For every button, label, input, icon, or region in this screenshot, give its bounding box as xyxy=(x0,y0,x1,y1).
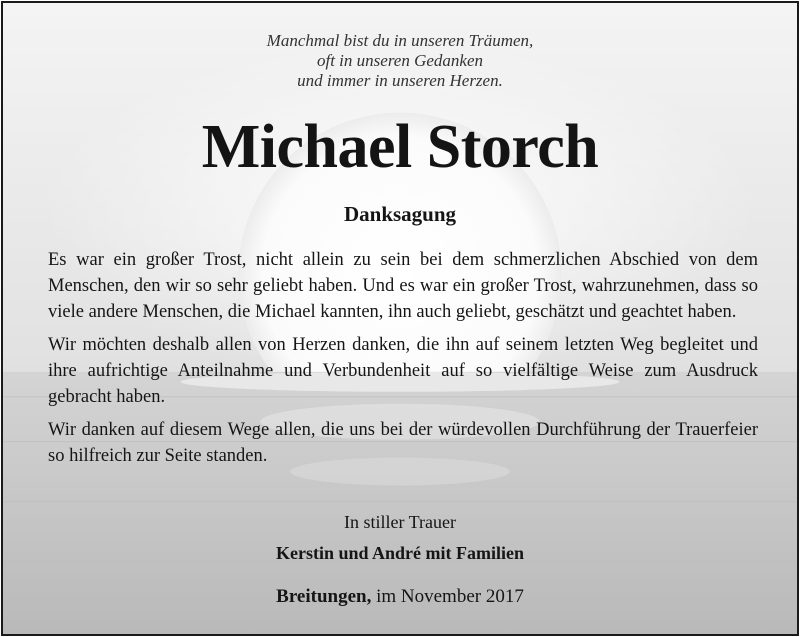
date: im November 2017 xyxy=(376,586,524,607)
notice-body xyxy=(48,247,758,476)
notice-frame xyxy=(1,1,799,636)
place: Breitungen, xyxy=(276,586,372,607)
body-paragraph: Es war ein großer Trost, nicht allein zu sein bei dem schmerzlichen Abschied von dem Menschen, den wir so sehr geliebt haben. Und es war ein großer Trost, wahrzunehmen, dass so viele andere Menschen, die Michael kannten, ihn auch geliebt, geschätzt und geachtet haben. xyxy=(48,250,758,322)
notice-subtitle: Danksagung xyxy=(343,202,457,226)
body-paragraph: Wir danken auf diesem Wege allen, die uns bei der würdevollen Durchführung der Trauerfeier so hilfreich zur Seite standen. xyxy=(48,420,758,466)
motto-line: oft in unseren Gedanken xyxy=(316,51,484,70)
deceased-name: Michael Storch xyxy=(201,113,599,181)
motto-line: und immer in unseren Herzen. xyxy=(297,71,503,90)
motto xyxy=(3,31,797,91)
signatories: Kerstin und André mit Familien xyxy=(275,543,524,563)
closing-line: In stiller Trauer xyxy=(344,512,456,532)
place-date xyxy=(3,584,797,610)
body-paragraph: Wir möchten deshalb allen von Herzen danken, die ihn auf seinem letzten Weg begleitet und ihre aufrichtige Anteilnahme und Verbundenheit auf so vielfältige Weise zum Ausdruck gebracht haben. xyxy=(48,335,758,407)
motto-line: Manchmal bist du in unseren Träumen, xyxy=(266,31,534,50)
